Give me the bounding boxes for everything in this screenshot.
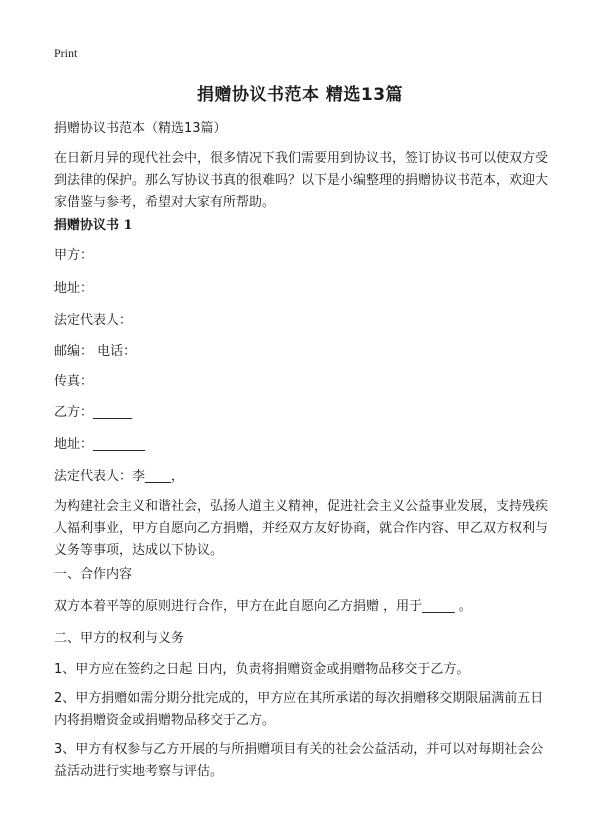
field-party-a: 甲方： — [54, 248, 94, 263]
field-party-b: 乙方：______ — [54, 405, 133, 420]
field-legal-rep-b: 法定代表人：李____， — [54, 469, 185, 484]
clause1-heading: 一、合作内容 — [54, 567, 133, 582]
clause2-item: 2、甲方捐赠如需分期分批完成的，甲方应在其所承诺的每次捐赠移交期限届满前五日内将捐赠资金或捐赠物品移交于乙方。 — [54, 691, 544, 728]
section-heading: 捐赠协议书 1 — [54, 218, 133, 233]
field-legal-rep-a: 法定代表人： — [54, 313, 133, 328]
intro-paragraph: 在日新月异的现代社会中，很多情况下我们需要用到协议书，签订协议书可以使双方受到法律的保护。那么写协议书真的很难吗？以下是小编整理的捐赠协议书范本，欢迎大家借鉴与参考，希望对大家有所帮助。 — [54, 151, 549, 210]
field-fax: 传真： — [54, 374, 94, 389]
preamble-paragraph: 为构建社会主义和谐社会，弘扬人道主义精神，促进社会主义公益事业发展，支持残疾人福利事业，甲方自愿向乙方捐赠，并经双方友好协商，就合作内容、甲乙双方权利与义务等事项，达成以下协议。 — [54, 499, 549, 558]
document-title: 捐赠协议书范本 精选13篇 — [196, 85, 404, 105]
field-address-b: 地址：________ — [54, 437, 146, 452]
clause1-text: 双方本着平等的原则进行合作，甲方在此自愿向乙方捐赠 ，用于_____ 。 — [54, 599, 472, 614]
field-address-a: 地址： — [54, 281, 94, 296]
field-postcode-phone: 邮编： 电话： — [54, 344, 137, 359]
print-link[interactable]: Print — [54, 46, 78, 60]
document-subtitle: 捐赠协议书范本（精选13篇） — [54, 121, 227, 136]
clause2-item: 1、甲方应在签约之日起 日内，负责将捐赠资金或捐赠物品移交于乙方。 — [54, 662, 470, 677]
clause2-item: 3、甲方有权参与乙方开展的与所捐赠项目有关的社会公益活动，并可以对每期社会公益活动进行实地考察与评估。 — [54, 742, 544, 779]
clause2-heading: 二、甲方的权利与义务 — [54, 631, 185, 646]
